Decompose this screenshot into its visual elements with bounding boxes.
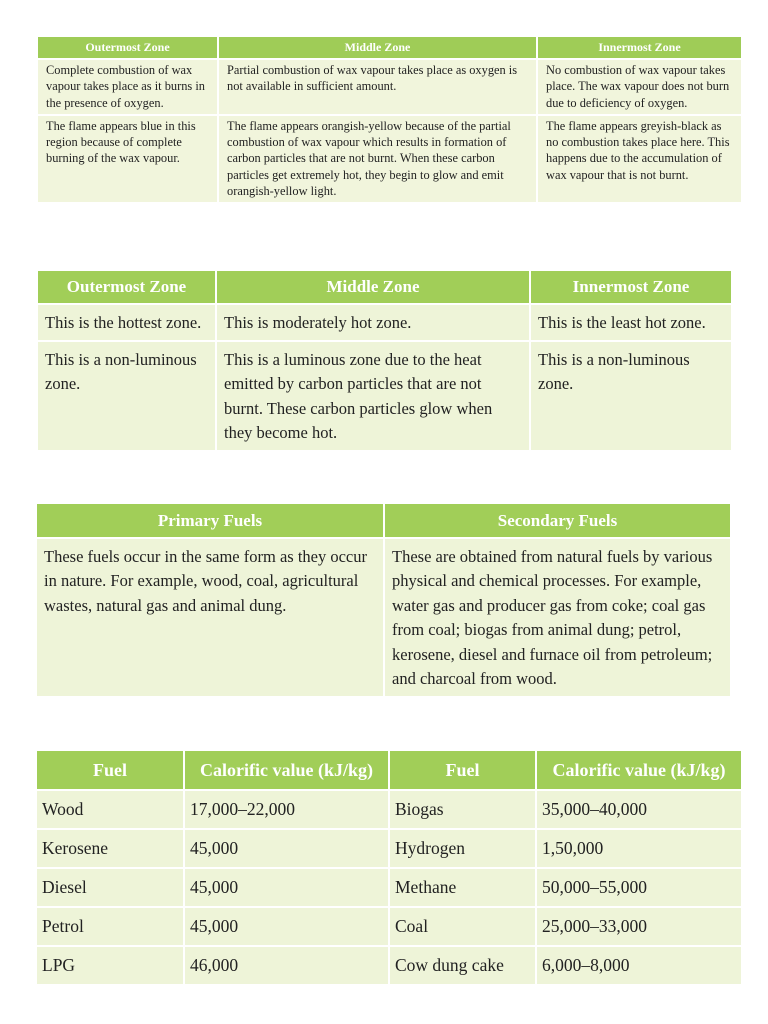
table-cell: 45,000	[184, 868, 389, 907]
table-cell: 50,000–55,000	[536, 868, 741, 907]
column-header-innermost-zone: Innermost Zone	[537, 37, 741, 59]
column-header-outermost-zone: Outermost Zone	[38, 37, 218, 59]
table-cell: 6,000–8,000	[536, 946, 741, 984]
table-row	[37, 868, 741, 907]
column-header-middle-zone: Middle Zone	[216, 271, 530, 304]
table-cell: 17,000–22,000	[184, 790, 389, 829]
table-cell: This is a luminous zone due to the heat emitted by carbon particles that are not burnt. These carbon particles glow when they become hot.	[216, 341, 530, 450]
table-row	[37, 538, 730, 696]
table-header-row	[38, 271, 731, 304]
table-row	[38, 59, 741, 115]
table-header-row	[38, 37, 741, 59]
table-cell: Complete combustion of wax vapour takes place as it burns in the presence of oxygen.	[38, 59, 218, 115]
table-row	[38, 115, 741, 202]
table-cell: Partial combustion of wax vapour takes place as oxygen is not available in sufficient amount.	[218, 59, 537, 115]
table-row	[37, 907, 741, 946]
table-cell: Biogas	[389, 790, 536, 829]
table-cell: Cow dung cake	[389, 946, 536, 984]
table-cell: Coal	[389, 907, 536, 946]
table-cell: 1,50,000	[536, 829, 741, 868]
table-cell: This is a non-luminous zone.	[530, 341, 731, 450]
column-header-fuel: Fuel	[37, 751, 184, 790]
column-header-innermost-zone: Innermost Zone	[530, 271, 731, 304]
table-header-row	[37, 751, 741, 790]
column-header-calorific-value: Calorific value (kJ/kg)	[536, 751, 741, 790]
table-cell: 25,000–33,000	[536, 907, 741, 946]
table-cell: 45,000	[184, 907, 389, 946]
column-header-fuel: Fuel	[389, 751, 536, 790]
fuels-type-table	[37, 504, 730, 696]
table-cell: Wood	[37, 790, 184, 829]
column-header-outermost-zone: Outermost Zone	[38, 271, 216, 304]
column-header-middle-zone: Middle Zone	[218, 37, 537, 59]
calorific-value-table	[37, 751, 741, 984]
table-cell: Petrol	[37, 907, 184, 946]
table-cell: Diesel	[37, 868, 184, 907]
column-header-calorific-value: Calorific value (kJ/kg)	[184, 751, 389, 790]
table-row	[38, 304, 731, 341]
table-cell: This is moderately hot zone.	[216, 304, 530, 341]
table-header-row	[37, 504, 730, 538]
table-row	[37, 946, 741, 984]
table-cell: The flame appears orangish-yellow because of the partial combustion of wax vapour which results in formation of carbon particles that are not burnt. When these carbon particles get extremely hot, they begin to glow and emit orangish-yellow light.	[218, 115, 537, 202]
table-cell: The flame appears blue in this region because of complete burning of the wax vapour.	[38, 115, 218, 202]
table-cell: Methane	[389, 868, 536, 907]
flame-zones-detail-table	[38, 37, 741, 202]
table-cell: This is a non-luminous zone.	[38, 341, 216, 450]
table-cell: This is the least hot zone.	[530, 304, 731, 341]
table-cell: The flame appears greyish-black as no combustion takes place here. This happens due to the accumulation of wax vapour that is not burnt.	[537, 115, 741, 202]
table-row	[38, 341, 731, 450]
column-header-primary-fuels: Primary Fuels	[37, 504, 384, 538]
table-cell: 35,000–40,000	[536, 790, 741, 829]
table-cell: These fuels occur in the same form as they occur in nature. For example, wood, coal, agricultural wastes, natural gas and animal dung.	[37, 538, 384, 696]
table-cell: 46,000	[184, 946, 389, 984]
table-cell: LPG	[37, 946, 184, 984]
column-header-secondary-fuels: Secondary Fuels	[384, 504, 730, 538]
table-cell: Kerosene	[37, 829, 184, 868]
flame-zones-heat-table	[38, 271, 731, 450]
table-cell: These are obtained from natural fuels by various physical and chemical processes. For example, water gas and producer gas from coke; coal gas from coal; biogas from animal dung; petrol, kerosene, diesel and furnace oil from petroleum; and charcoal from wood.	[384, 538, 730, 696]
table-cell: This is the hottest zone.	[38, 304, 216, 341]
table-cell: 45,000	[184, 829, 389, 868]
table-row	[37, 790, 741, 829]
table-cell: Hydrogen	[389, 829, 536, 868]
table-cell: No combustion of wax vapour takes place. The wax vapour does not burn due to deficiency of oxygen.	[537, 59, 741, 115]
table-row	[37, 829, 741, 868]
